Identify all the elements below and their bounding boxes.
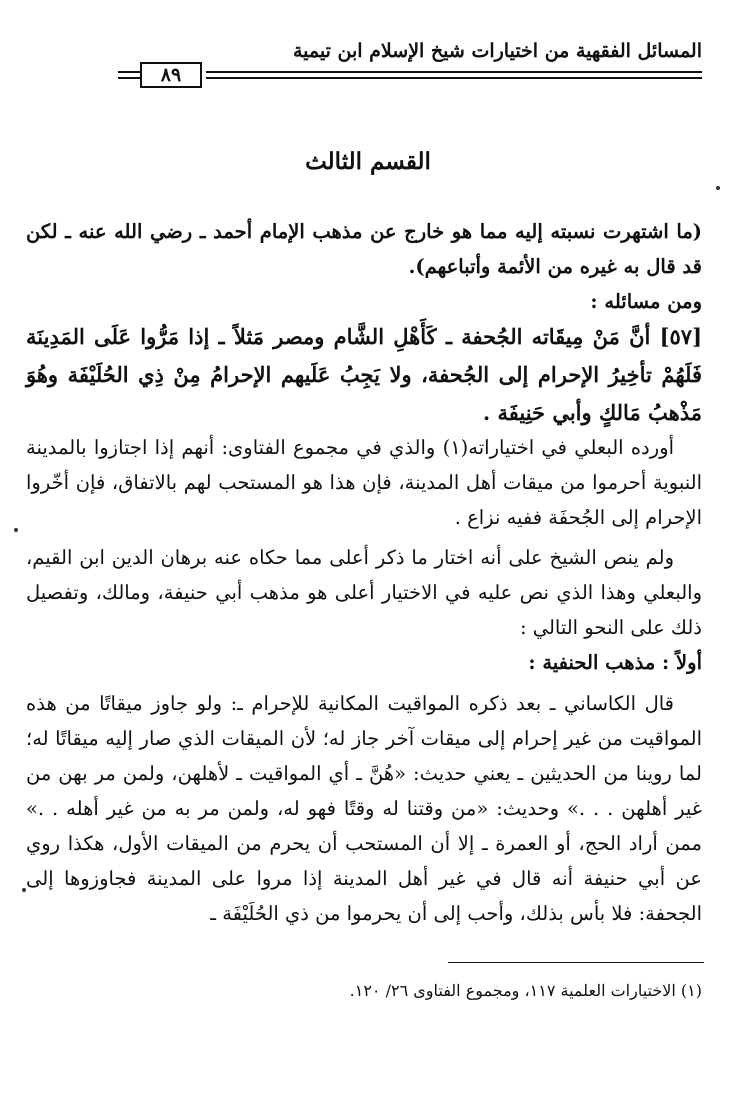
issues-label: ومن مسائله : <box>590 290 702 313</box>
issue-57 <box>26 318 702 432</box>
scan-speck <box>14 528 18 532</box>
header-rule-left-top <box>118 71 140 73</box>
footnote-rule <box>448 962 704 963</box>
running-title: المسائل الفقهية من اختيارات شيخ الإسلام ابن تيمية <box>292 40 702 62</box>
subheading-hanafi: أولاً : مذهب الحنفية : <box>528 651 702 674</box>
section-heading: القسم الثالث <box>305 148 431 175</box>
header-rule-left-bottom <box>118 77 140 79</box>
paragraph-2: ولم ينص الشيخ على أنه اختار ما ذكر أعلى مما حكاه عنه برهان الدين ابن القيم، والبعلي وهذا الذي نص عليه في الاختيار أعلى هو مذهب أبي حنيفة، ومالك، وتفصيل ذلك على النحو التالي : <box>26 546 702 639</box>
paragraph-3: قال الكاساني ـ بعد ذكره المواقيت المكانية للإحرام ـ: ولو جاوز ميقاتًا من هذه المواقيت من غير إحرام إلى ميقات آخر جاز له؛ لأن الميقات الذي صار إليه ميقاتًا له؛ لما روينا من الحديثين ـ يعني حديث: «هُنَّ ـ أي المواقيت ـ لأهلهن، ولمن مر بهن من غير أهلهن . . .» وحديث: «من وقتنا له وقتًا فهو له، ولمن مر به من غير أهله . .» ممن أراد الحج، أو العمرة ـ إلا أن المستحب أن يحرم من الميقات الأول، هكذا روي عن أبي حنيفة أنه قال في غير أهل المدينة إذا مروا على المدينة فجاوزوها إلى الجحفة: فلا بأس بذلك، وأحب إلى أن يحرموا من ذي الحُلَيْفَة ـ <box>26 692 702 925</box>
scan-speck <box>716 186 720 190</box>
issue-text: أنَّ مَنْ مِيقَاته الجُحفة ـ كَأَهْلِ الشَّام ومصر مَثلاً ـ إذا مَرُّوا عَلَى المَدِينَة فَلَهُمْ تأخِيرُ الإحرام إلى الجُحفة، ولا يَجِبُ عَلَيهم الإحرامُ مِنْ ذِي الحُلَيْفَة وهُوَ مَذْهبُ مَالكٍ وأبي حَنِيفَة . <box>26 324 702 425</box>
page-number: ٨٩ <box>140 62 202 88</box>
issue-number: [٥٧] <box>659 324 702 349</box>
footnote: (١) الاختيارات العلمية ١١٧، ومجموع الفتاوى ٢٦/ ١٢٠. <box>349 981 702 1000</box>
header-rule-top <box>206 71 702 73</box>
paragraph-1: أورده البعلي في اختياراته(١) والذي في مجموع الفتاوى: أنهم إذا اجتازوا بالمدينة النبوية أحرموا من ميقات أهل المدينة، فإن هذا هو المستحب لهم بالاتفاق، فإن أخّروا الإحرام إلى الجُحفَة ففيه نزاع . <box>26 436 702 529</box>
intro-paragraph: (ما اشتهرت نسبته إليه مما هو خارج عن مذهب الإمام أحمد ـ رضي الله عنه ـ لكن قد قال به غيره من الأئمة وأتباعهم). <box>26 220 702 278</box>
header-rule-bottom <box>206 77 702 79</box>
scan-speck <box>22 888 26 892</box>
